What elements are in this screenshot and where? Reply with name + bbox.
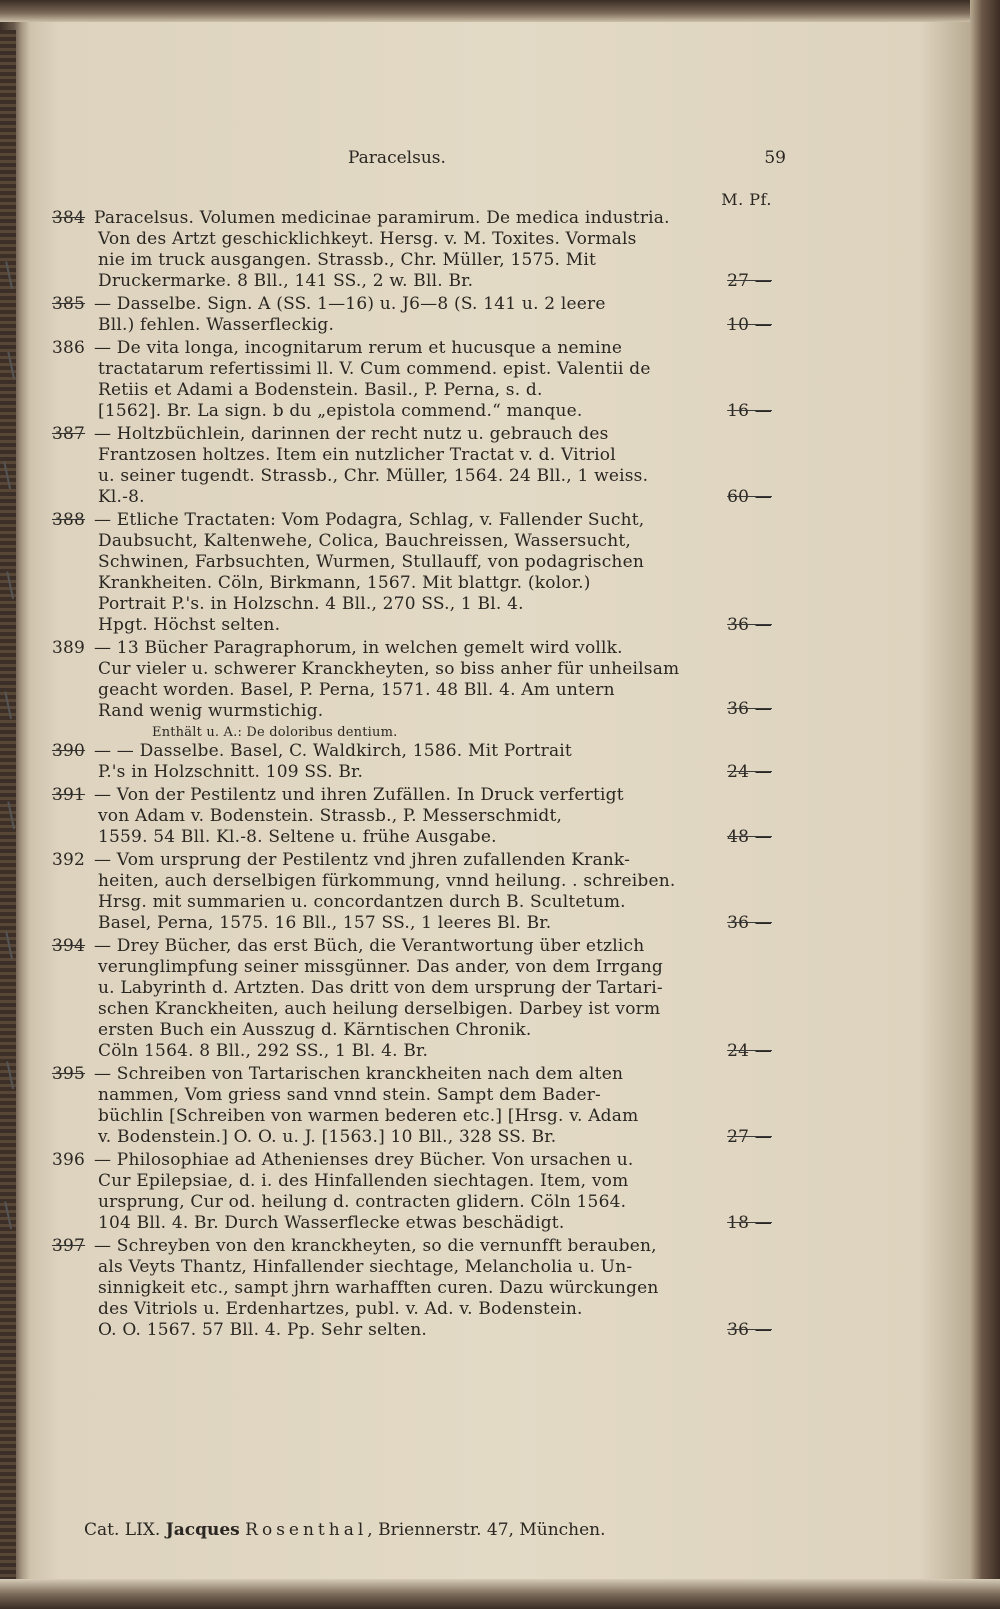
entry-text: Druckermarke. 8 Bll., 141 SS., 2 w. Bll. Br.: [98, 271, 474, 291]
entry-price: 36 —: [727, 913, 772, 933]
entry-text: ersten Buch ein Ausszug d. Kärntischen Chronik.: [98, 1020, 532, 1040]
entry-text: Rand wenig wurmstichig.: [98, 701, 324, 721]
entry-text: sinnigkeit etc., sampt jhrn warhafften curen. Dazu würckungen: [98, 1278, 659, 1298]
entry-line: [52, 936, 772, 957]
entry-line: [52, 871, 772, 892]
entry-price: 18 —: [727, 1213, 772, 1233]
entry-line: [52, 1020, 772, 1041]
binding-edge-right: [970, 0, 1000, 1609]
entry-text: — Dasselbe. Sign. A (SS. 1—16) u. J6—8 (S. 141 u. 2 leere: [94, 294, 606, 314]
entry-text: [1562]. Br. La sign. b du „epistola commend.“ manque.: [98, 401, 583, 421]
entry-number: 388: [52, 510, 86, 530]
page-title: Paracelsus.: [348, 148, 446, 168]
entry-line: [52, 1127, 772, 1148]
entry-line: [52, 338, 772, 359]
entry-text: — Schreiben von Tartarischen kranckheiten nach dem alten: [94, 1064, 624, 1084]
entry-line: [52, 424, 772, 445]
entry-text: Retiis et Adami a Bodenstein. Basil., P. Perna, s. d.: [98, 380, 543, 400]
entry-line: [52, 271, 772, 292]
entry-price: 16 —: [727, 401, 772, 421]
entry-line: [52, 701, 772, 722]
catalog-entry: [52, 741, 772, 783]
entry-text: tractatarum refertissimi ll. V. Cum commend. epist. Valentii de: [98, 359, 651, 379]
entry-text: verunglimpfung seiner missgünner. Das ander, von dem Irrgang: [98, 957, 664, 977]
entry-line: [52, 487, 772, 508]
entry-price: 36 —: [727, 699, 772, 719]
entry-line: [52, 594, 772, 615]
entry-line: [52, 1171, 772, 1192]
entry-line: [52, 1278, 772, 1299]
entry-text: Hrsg. mit summarien u. concordantzen durch B. Scultetum.: [98, 892, 626, 912]
catalog-entry: [52, 850, 772, 934]
entry-line: [52, 380, 772, 401]
entry-line: [52, 1257, 772, 1278]
entry-price: 36 —: [727, 1320, 772, 1340]
pencil-scribble: [6, 1059, 26, 1089]
entry-text: Schwinen, Farbsuchten, Wurmen, Stullauff, von podagrischen: [98, 552, 644, 572]
entry-number: 389: [52, 638, 86, 658]
entry-price: 24 —: [727, 762, 772, 782]
catalog-entry: [52, 208, 772, 292]
entry-text: u. seiner tugendt. Strassb., Chr. Müller, 1564. 24 Bll., 1 weiss.: [98, 466, 649, 486]
entry-text: v. Bodenstein.] O. O. u. J. [1563.] 10 Bll., 328 SS. Br.: [98, 1127, 557, 1147]
running-head: [52, 140, 786, 170]
publisher-first-name: Jacques: [165, 1520, 240, 1540]
entry-line: [52, 294, 772, 315]
entry-line: [52, 1150, 772, 1171]
entry-text: Daubsucht, Kaltenwehe, Colica, Bauchreissen, Wassersucht,: [98, 531, 631, 551]
entry-price: 60 —: [727, 487, 772, 507]
entry-line: [52, 531, 772, 552]
entry-text: Paracelsus. Volumen medicinae paramirum. De medica industria.: [94, 208, 670, 228]
entry-text: nammen, Vom griess sand vnnd stein. Sampt dem Bader-: [98, 1085, 601, 1105]
entry-price: 27 —: [727, 1127, 772, 1147]
entry-line: [52, 1085, 772, 1106]
entry-line: [52, 359, 772, 380]
entry-number: 390: [52, 741, 86, 761]
entry-text: Hpgt. Höchst selten.: [98, 615, 281, 635]
entry-line: [52, 229, 772, 250]
catalog-entry: [52, 1236, 772, 1341]
entry-line: [52, 785, 772, 806]
entry-number: 395: [52, 1064, 86, 1084]
entry-text: — Philosophiae ad Athenienses drey Bücher. Von ursachen u.: [94, 1150, 634, 1170]
entry-line: [52, 1192, 772, 1213]
entry-number: 386: [52, 338, 86, 358]
entry-text: 1559. 54 Bll. Kl.-8. Seltene u. frühe Ausgabe.: [98, 827, 497, 847]
entry-number: 394: [52, 936, 86, 956]
catalog-entry: [52, 510, 772, 636]
entry-number: 387: [52, 424, 86, 444]
entry-number: 397: [52, 1236, 86, 1256]
entry-line: [52, 850, 772, 871]
entry-line: [52, 1106, 772, 1127]
entry-line: [52, 573, 772, 594]
pencil-scribble: [4, 1199, 24, 1229]
entry-text: — Vom ursprung der Pestilentz vnd jhren zufallenden Krank-: [94, 850, 631, 870]
entry-text: Von des Artzt geschicklichkeyt. Hersg. v. M. Toxites. Vormals: [98, 229, 637, 249]
page-top-edge: [0, 0, 1000, 22]
entry-line: [52, 250, 772, 271]
entry-line: [52, 1299, 772, 1320]
entry-number: 384: [52, 208, 86, 228]
entry-line: [52, 1236, 772, 1257]
entry-text: Basel, Perna, 1575. 16 Bll., 157 SS., 1 leeres Bl. Br.: [98, 913, 552, 933]
entry-line: [52, 638, 772, 659]
entry-text: heiten, auch derselbigen fürkommung, vnnd heilung. . schreiben.: [98, 871, 676, 891]
entry-text: Portrait P.'s. in Holzschn. 4 Bll., 270 SS., 1 Bl. 4.: [98, 594, 524, 614]
entry-price: 24 —: [727, 1041, 772, 1061]
entry-text: Bll.) fehlen. Wasserfleckig.: [98, 315, 335, 335]
entry-price: 48 —: [727, 827, 772, 847]
entry-line: [52, 741, 772, 762]
entry-text: O. O. 1567. 57 Bll. 4. Pp. Sehr selten.: [98, 1320, 427, 1340]
entry-text: des Vitriols u. Erdenhartzes, publ. v. Ad. v. Bodenstein.: [98, 1299, 583, 1319]
entry-number: 392: [52, 850, 86, 870]
entry-text: als Veyts Thantz, Hinfallender siechtage, Melancholia u. Un-: [98, 1257, 633, 1277]
catalog-page: [52, 140, 786, 1540]
entry-price: 10 —: [727, 315, 772, 335]
entry-line: [52, 680, 772, 701]
entry-note: Enthält u. A.: De doloribus dentium.: [152, 725, 398, 740]
page-footer: [84, 1520, 784, 1540]
entry-text: von Adam v. Bodenstein. Strassb., P. Messerschmidt,: [98, 806, 563, 826]
pencil-scribble: [6, 569, 26, 599]
entry-line: [52, 892, 772, 913]
entry-text: P.'s in Holzschnitt. 109 SS. Br.: [98, 762, 364, 782]
publisher-last-name: Rosenthal: [245, 1520, 368, 1540]
entry-number: 396: [52, 1150, 86, 1170]
catalog-entry: [52, 338, 772, 422]
entry-text: geacht worden. Basel, P. Perna, 1571. 48 Bll. 4. Am untern: [98, 680, 615, 700]
entry-line: [52, 552, 772, 573]
catalog-entries: [52, 208, 772, 1343]
entry-line: [52, 913, 772, 934]
entry-line: [52, 978, 772, 999]
entry-text: — De vita longa, incognitarum rerum et hucusque a nemine: [94, 338, 623, 358]
currency-label: M. Pf.: [721, 190, 772, 209]
margin-pencil-marks: [0, 240, 30, 1340]
entry-line: [52, 1320, 772, 1341]
page-number: 59: [764, 148, 786, 168]
entry-line: [52, 659, 772, 680]
entry-line: [52, 1064, 772, 1085]
pencil-scribble: [5, 929, 25, 959]
entry-line: [52, 510, 772, 531]
entry-text: — Holtzbüchlein, darinnen der recht nutz u. gebrauch des: [94, 424, 609, 444]
entry-number: 385: [52, 294, 86, 314]
entry-text: ursprung, Cur od. heilung d. contracten glidern. Cöln 1564.: [98, 1192, 627, 1212]
pencil-scribble: [5, 259, 25, 289]
entry-text: Cur Epilepsiae, d. i. des Hinfallenden siechtagen. Item, vom: [98, 1171, 629, 1191]
entry-line: [52, 1041, 772, 1062]
entry-text: — Schreyben von den kranckheyten, so die vernunfft berauben,: [94, 1236, 657, 1256]
catalog-entry: [52, 424, 772, 508]
catalog-entry: [52, 294, 772, 336]
entry-text: 104 Bll. 4. Br. Durch Wasserflecke etwas beschädigt.: [98, 1213, 565, 1233]
catalog-entry: [52, 1064, 772, 1148]
entry-text: Cur vieler u. schwerer Kranckheyten, so biss anher für unheilsam: [98, 659, 680, 679]
entry-line: [52, 827, 772, 848]
entry-text: — 13 Bücher Paragraphorum, in welchen gemelt wird vollk.: [94, 638, 623, 658]
entry-line: [52, 208, 772, 229]
catalog-entry: [52, 1150, 772, 1234]
entry-text: — — Dasselbe. Basel, C. Waldkirch, 1586. Mit Portrait: [94, 741, 572, 761]
catalog-entry: [52, 936, 772, 1062]
page-bottom-edge: [0, 1579, 1000, 1609]
entry-number: 391: [52, 785, 86, 805]
catalog-entry: [52, 638, 772, 739]
entry-text: Cöln 1564. 8 Bll., 292 SS., 1 Bl. 4. Br.: [98, 1041, 429, 1061]
entry-line: [52, 615, 772, 636]
catalog-entry: [52, 785, 772, 848]
pencil-scribble: [3, 459, 23, 489]
entry-text: — Von der Pestilentz und ihren Zufällen. In Druck verfertigt: [94, 785, 624, 805]
entry-line: [52, 466, 772, 487]
entry-text: Kl.-8.: [98, 487, 145, 507]
pencil-scribble: [7, 349, 27, 379]
entry-line: [52, 401, 772, 422]
entry-line: [52, 315, 772, 336]
entry-line: [52, 762, 772, 783]
entry-text: Krankheiten. Cöln, Birkmann, 1567. Mit blattgr. (kolor.): [98, 573, 591, 593]
entry-line: [52, 1213, 772, 1234]
pencil-scribble: [4, 689, 24, 719]
entry-price: 36 —: [727, 615, 772, 635]
entry-text: — Etliche Tractaten: Vom Podagra, Schlag, v. Fallender Sucht,: [94, 510, 645, 530]
pencil-scribble: [7, 799, 27, 829]
entry-line: [52, 806, 772, 827]
entry-line: [52, 445, 772, 466]
entry-text: — Drey Bücher, das erst Büch, die Verantwortung über etzlich: [94, 936, 645, 956]
entry-text: schen Kranckheiten, auch heilung derselbigen. Darbey ist vorm: [98, 999, 661, 1019]
entry-text: u. Labyrinth d. Artzten. Das dritt von dem ursprung der Tartari-: [98, 978, 663, 998]
entry-text: Frantzosen holtzes. Item ein nutzlicher Tractat v. d. Vitriol: [98, 445, 616, 465]
entry-text: nie im truck ausgangen. Strassb., Chr. Müller, 1575. Mit: [98, 250, 597, 270]
publisher-address: , Briennerstr. 47, München.: [367, 1520, 606, 1540]
entry-text: büchlin [Schreiben von warmen bederen etc.] [Hrsg. v. Adam: [98, 1106, 639, 1126]
catalog-number: Cat. LIX.: [84, 1520, 161, 1540]
entry-price: 27 —: [727, 271, 772, 291]
entry-line: [52, 957, 772, 978]
entry-line: [52, 999, 772, 1020]
